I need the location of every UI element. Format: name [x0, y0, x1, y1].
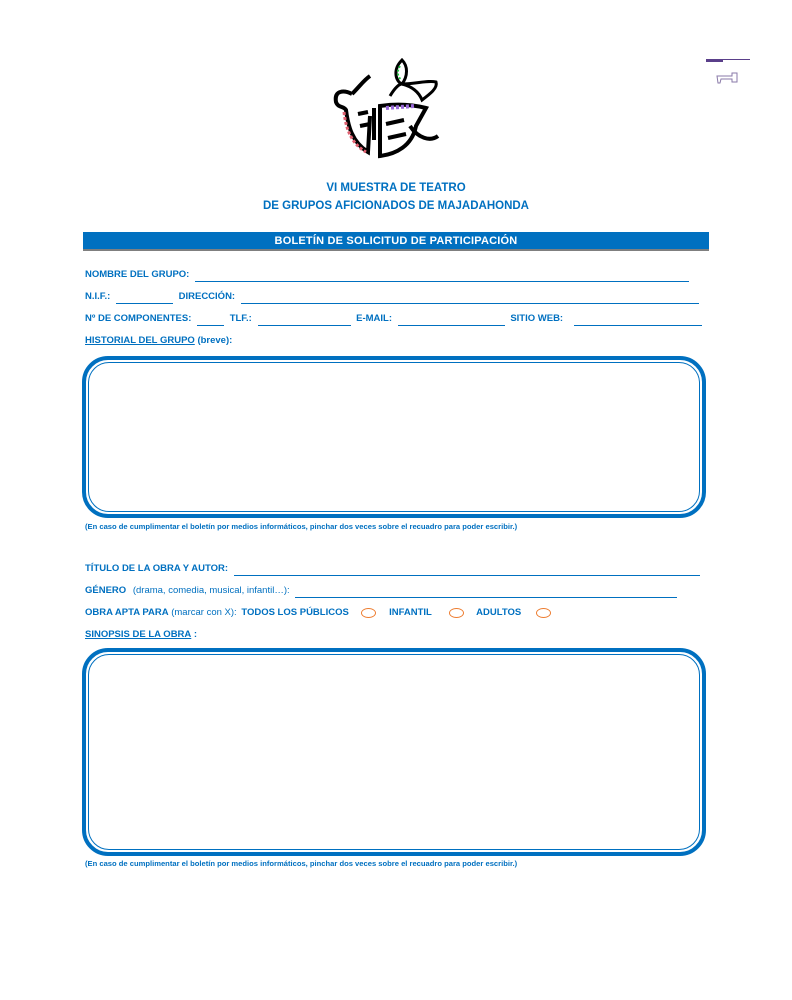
synopsis-textarea[interactable] [89, 655, 699, 849]
group-name-row [85, 268, 692, 282]
audience-option-children-radio[interactable] [449, 608, 464, 618]
nif-label: N.I.F.: [85, 291, 111, 302]
document-mark-icon [706, 58, 750, 88]
nif-field[interactable] [116, 293, 173, 304]
genre-field[interactable] [295, 587, 677, 598]
history-label-row [85, 334, 232, 348]
audience-option-adults-label: ADULTOS [476, 607, 522, 618]
members-label: Nº DE COMPONENTES: [85, 313, 192, 324]
form-banner: BOLETÍN DE SOLICITUD DE PARTICIPACIÓN [83, 232, 709, 251]
history-box-inner [88, 362, 700, 512]
email-field[interactable] [398, 315, 505, 326]
website-label: SITIO WEB: [510, 313, 564, 324]
synopsis-suffix: : [193, 629, 198, 640]
audience-option-adults-radio[interactable] [536, 608, 551, 618]
audience-label: OBRA APTA PARA [85, 607, 169, 618]
members-field[interactable] [197, 315, 224, 326]
phone-field[interactable] [258, 315, 351, 326]
synopsis-label-row [85, 628, 197, 642]
history-textarea[interactable] [89, 363, 699, 511]
synopsis-box-inner [88, 654, 700, 850]
synopsis-label: SINOPSIS DE LA OBRA [85, 629, 192, 640]
group-name-label: NOMBRE DEL GRUPO: [85, 269, 190, 280]
history-box [82, 356, 706, 518]
history-suffix: (breve): [197, 335, 233, 346]
group-name-field[interactable] [195, 271, 689, 282]
address-field[interactable] [241, 293, 699, 304]
history-note: (En caso de cumplimentar el boletín por medios informáticos, pinchar dos veces sobre el recuadro para poder escribir.) [85, 522, 518, 531]
website-field[interactable] [574, 315, 702, 326]
email-label: E-MAIL: [356, 313, 393, 324]
genre-label: GÉNERO [85, 585, 127, 596]
work-title-field[interactable] [234, 565, 700, 576]
work-title-label: TÍTULO DE LA OBRA Y AUTOR: [85, 563, 229, 574]
genre-hint: (drama, comedia, musical, infantil…): [132, 585, 290, 596]
audience-option-all-label: TODOS LOS PÚBLICOS [241, 607, 349, 618]
synopsis-box [82, 648, 706, 856]
synopsis-note: (En caso de cumplimentar el boletín por medios informáticos, pinchar dos veces sobre el recuadro para poder escribir.) [85, 859, 518, 868]
theatre-masks-logo-icon [330, 56, 445, 162]
event-title-line-2: DE GRUPOS AFICIONADOS DE MAJADAHONDA [262, 200, 529, 212]
contact-row [85, 312, 705, 326]
audience-hint: (marcar con X): [171, 607, 237, 618]
audience-row [85, 606, 561, 620]
address-label: DIRECCIÓN: [178, 291, 236, 302]
audience-option-children-label: INFANTIL [389, 607, 432, 618]
event-title-line-1: VI MUESTRA DE TEATRO [326, 182, 466, 194]
genre-row [85, 584, 680, 598]
history-label: HISTORIAL DEL GRUPO [85, 335, 195, 346]
nif-address-row [85, 290, 702, 304]
work-title-row [85, 562, 703, 576]
phone-label: TLF.: [229, 313, 252, 324]
audience-option-all-radio[interactable] [361, 608, 376, 618]
